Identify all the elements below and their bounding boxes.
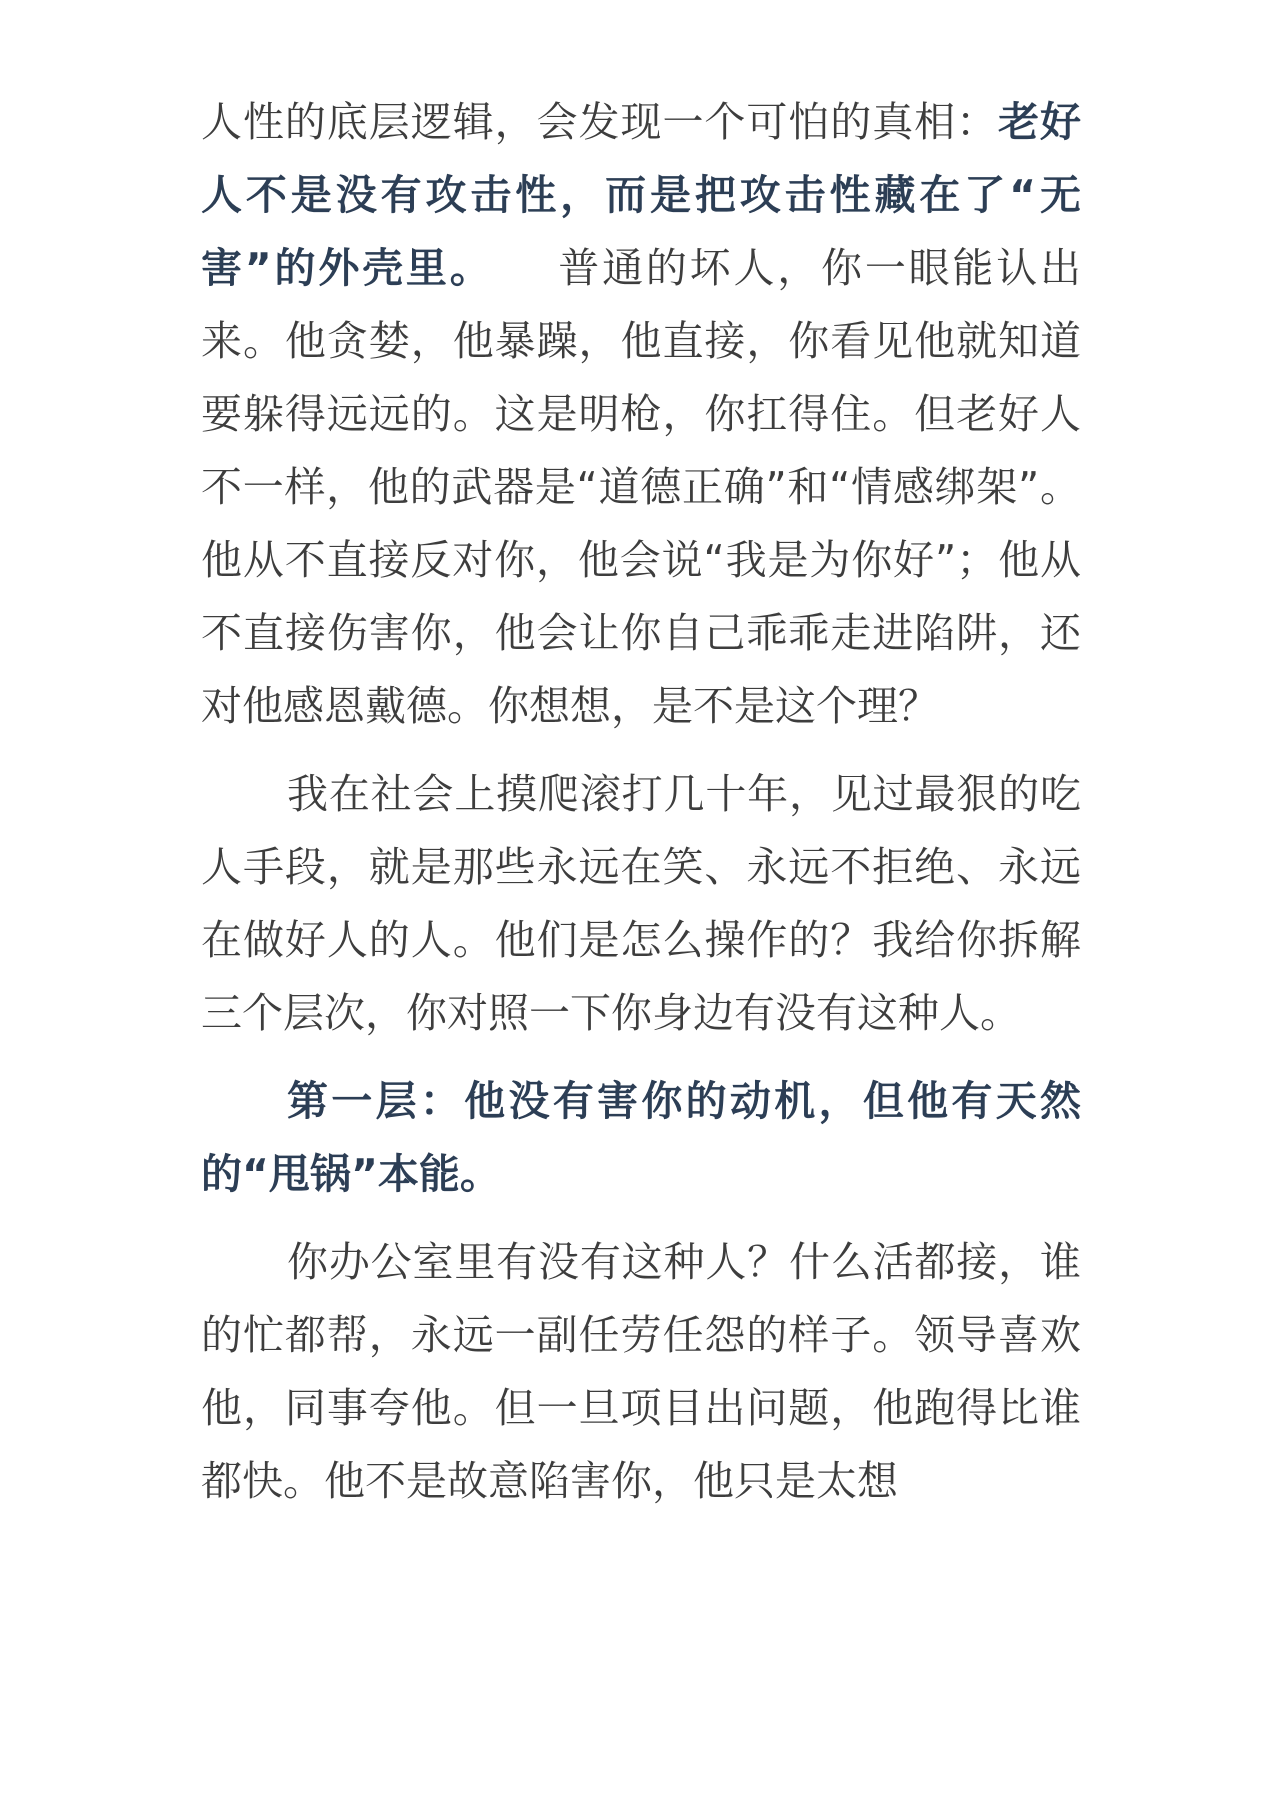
paragraph-2: 我在社会上摸爬滚打几十年，见过最狠的吃人手段，就是那些永远在笑、永远不拒绝、永远在做好人的人。他们是怎么操作的？我给你拆解三个层次，你对照一下你身边有没有这种人。 — [201, 770, 1081, 1037]
article-body — [201, 86, 1081, 1518]
paragraph-1 — [201, 86, 1081, 743]
section-heading-1: 第一层：他没有害你的动机，但他有天然的“甩锅”本能。 — [201, 1077, 1081, 1198]
paragraph-1-emphasis: 老好人不是没有攻击性，而是把攻击性藏在了“无害”的外壳里。 — [201, 98, 1082, 292]
paragraph-3: 你办公室里有没有这种人？什么活都接，谁的忙都帮，永远一副任劳任怨的样子。领导喜欢他，同事夸他。但一旦项目出问题，他跑得比谁都快。他不是故意陷害你，他只是太想 — [201, 1238, 1081, 1505]
paragraph-1-rest: 普通的坏人，你一眼能认出来。他贪婪，他暴躁，他直接，你看见他就知道要躲得远远的。这是明枪，你扛得住。但老好人不一样，他的武器是“道德正确”和“情感绑架”。他从不直接反对你，他会说“我是为你好”；他从不直接伤害你，他会让你自己乖乖走进陷阱，还对他感恩戴德。你想想，是不是这个理？ — [201, 244, 1082, 730]
paragraph-1-lead: 人性的底层逻辑，会发现一个可怕的真相： — [201, 98, 999, 146]
